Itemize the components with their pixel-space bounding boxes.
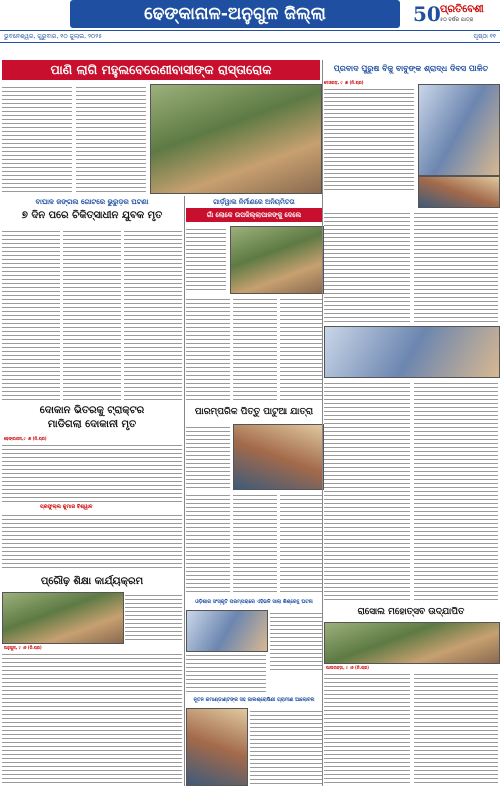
headline-new-commandant: ନୂତନ କମାଣ୍ଡାଣ୍ଟଙ୍କ ସହ ଜାଲଶ୍ରୋଷିଣୀ ଗ୍ରାମୀଣ ଆଲୋଚନା — [193, 697, 315, 703]
article-text — [414, 380, 498, 600]
article-text — [2, 512, 182, 570]
byline: ପାଲଲହଡ଼ା, ୯ ।୭ (ନି.ପ୍ର) — [326, 665, 369, 670]
article-text — [2, 651, 182, 784]
page-number: ପୃଷ୍ଠା ୧୧ — [473, 33, 496, 40]
article-text — [233, 296, 277, 400]
article-text — [186, 652, 266, 692]
byline: ଢେଙ୍କାନାଳ,୯ ।୭ (ନି.ପ୍ର) — [4, 436, 47, 441]
headline-pittu-yatra: ପାରମ୍ପରିକ ପିତ୍ତୁ ପାଟୁଆ ଯାତ୍ରା — [194, 407, 314, 417]
photo-road-blockade — [150, 84, 322, 194]
byline-reporter: ପ୍ରଫୁଲ୍ଲ କୁମାର ବିଶ୍ୱାଳ — [40, 504, 93, 510]
photo-yatra-procession — [233, 424, 324, 490]
photo-cultural-event — [186, 610, 268, 652]
headline-adult-education: ପ୍ରୌଢ଼ ଶିକ୍ଷା କାର୍ଯ୍ୟକ୍ରମ — [40, 576, 144, 587]
headline-biju-shraddha: ପ୍ରବାଦ ପୁରୁଷ ବିଜୁ ବାବୁଙ୍କ ଶ୍ରାଦ୍ଧ ଦିବସ ପାଳିତ — [333, 64, 489, 73]
headline-villagers-memorandum: ଗାଁ ଲୋକେ ଉପଜିଲ୍ଲାପାଳଙ୍କୁ ଦେଲେ — [186, 208, 322, 222]
article-text — [186, 424, 230, 488]
article-text — [76, 84, 146, 192]
article-text — [324, 380, 410, 600]
headline-odisha-culture: ଓଡ଼ିଶାର ସଂସ୍କୃତି ପରମ୍ପରାରେ ଏହିଭଳି ସାଲା ଶିଶ୍ରେତ୍ଥ ଘଟନା — [195, 599, 313, 605]
article-text — [250, 708, 322, 784]
article-text — [186, 492, 230, 592]
article-text — [63, 228, 121, 400]
photo-classroom — [2, 592, 124, 644]
article-text — [2, 228, 60, 400]
article-text — [270, 610, 322, 670]
kicker-baghal-incident: ବାଘାଳ ଜଙ୍ଗଲ ଗୋଟରେ ଭୁରୁଡ଼ର ଘଟଣା — [35, 198, 149, 206]
photo-meeting-hall — [324, 326, 500, 378]
dateline — [0, 30, 500, 43]
column-divider — [322, 60, 323, 786]
photo-tribute — [418, 176, 500, 208]
photo-villagers — [230, 226, 324, 294]
article-text — [414, 210, 498, 322]
article-text — [280, 296, 322, 400]
article-text — [125, 592, 182, 642]
article-text — [2, 442, 182, 502]
logo-tagline: ୫୦ ବର୍ଷର ଯାତ୍ରା — [440, 17, 474, 23]
headline-youth-died: ୭ ଦିନ ପରେ ଚିକିତ୍ସାଧୀନ ଯୁବକ ମୃତ — [21, 210, 163, 221]
photo-memorial-event — [418, 84, 500, 176]
dateline-date: ଭୁବନେଶ୍ୱର, ଗୁରୁବାର, ୧୦ ଜୁଲାଇ, ୨୦୨୫ — [4, 33, 103, 40]
headline-shopkeeper-died: ମାଡିଗଲା ଦୋକାନୀ ମୃତ — [47, 419, 137, 430]
byline: ଅନୁଗୁଳ, ୯ ।୭ (ନି.ପ୍ର) — [4, 645, 42, 650]
logo-name: ପ୍ରତିବେଶୀ — [440, 4, 484, 15]
article-text — [324, 210, 410, 322]
article-text — [324, 671, 410, 784]
article-text — [414, 671, 498, 784]
headline-rasol-festival: ରାସୋଲ ମହୋତ୍ସବ ଉଦ୍‌ଯାପିତ — [357, 607, 465, 617]
photo-commandant — [186, 708, 248, 786]
logo-number: 50 — [413, 2, 441, 26]
headline-tractor-shop: ଦୋକାନ ଭିତରକୁ ଟ୍ରାକ୍ଟର — [39, 405, 145, 416]
headline-water-blockade: ପାଣି ଲାଗି ମହୁଲବେରେଣୀବାସୀଙ୍କ ରାସ୍ତାରୋକ — [2, 60, 320, 80]
column-divider — [184, 196, 185, 786]
article-text — [233, 492, 277, 592]
article-text — [124, 228, 182, 400]
byline: ଦେଓଗଡ଼, ୯ ।୭ (ନି.ପ୍ର) — [324, 80, 364, 85]
article-text — [2, 84, 72, 192]
article-text — [186, 296, 230, 400]
article-text — [186, 226, 226, 292]
masthead-title: ଢେଙ୍କାନାଳ-ଅନୁଗୁଳ ଜିଲ୍ଲା — [70, 0, 400, 28]
article-text — [280, 492, 322, 592]
kicker-guardwall: ଗାର୍ଡ଼ୱାଲ ନିର୍ମାଣରେ ଅନିୟମିତତା — [213, 198, 295, 206]
article-text — [324, 86, 414, 192]
photo-festival — [324, 622, 500, 664]
